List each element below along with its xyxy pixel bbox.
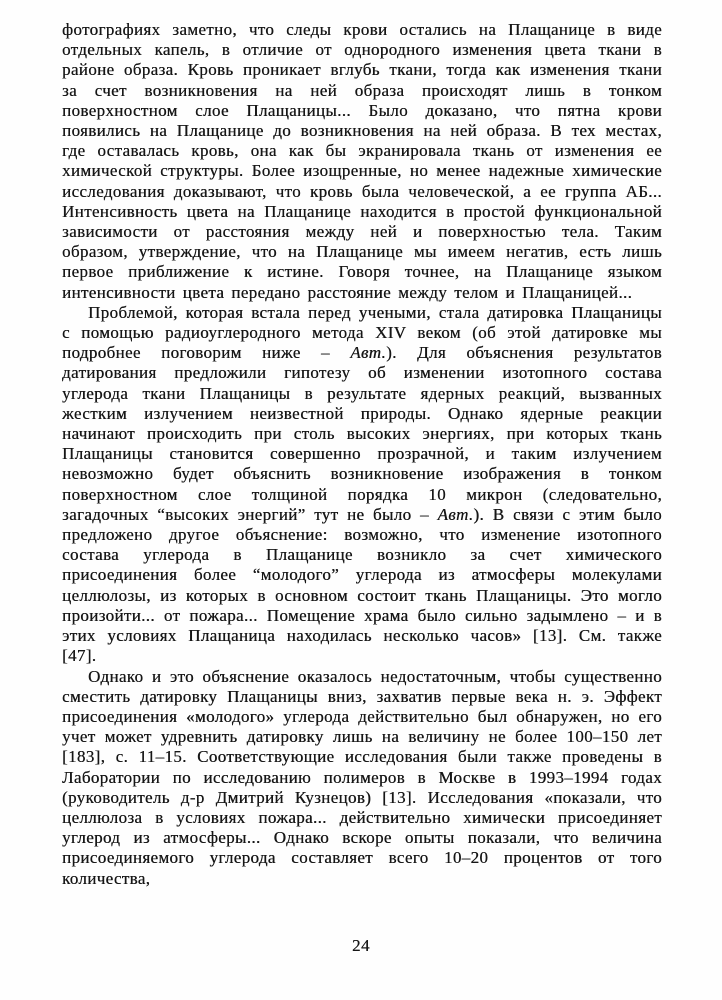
paragraph-3 — [62, 667, 662, 889]
author-note-abbreviation: Авт. — [350, 343, 387, 363]
paragraph-2-text-b: ). Для объяснения результатов датирования предложили гипотезу об изменении изотопного состава углерода ткани Плащаницы в результате ядерных реакций, вызванных жестким излучением неизвестной природы. Однако ядерные реакции начинают происходить при столь высоких энергиях, при которых ткань Плащаницы становится совершенно прозрачной, и таким излучением невозможно будет объяснить возникновение изображения в тонком поверхностном слое толщиной порядка 10 микрон (следовательно, загадочных “высоких энергий” тут не было – — [62, 343, 662, 524]
page-text — [62, 20, 662, 889]
paragraph-2 — [62, 303, 662, 667]
paragraph-1-text: фотографиях заметно, что следы крови остались на Плащанице в виде отдельных капель, в отличие от однородного изменения цвета ткани в районе образа. Кровь проникает вглубь ткани, тогда как изменения ткани за счет возникновения на ней образа происходят лишь в тонком поверхностном слое Плащаницы... Было доказано, что пятна крови появились на Плащанице до возникновения на ней образа. В тех местах, где оставалась кровь, она как бы экранировала ткань от изменения ее химической структуры. Более изощренные, но менее надежные химические исследования доказывают, что кровь была человеческой, а ее группа АБ... Интенсивность цвета на Плащанице находится в простой функциональной зависимости от расстояния между ней и поверхностью тела. Таким образом, утверждение, что на Плащанице мы имеем негатив, есть лишь первое приближение к истине. Говоря точнее, на Плащанице языком интенсивности цвета передано расстояние между телом и Плащаницей... — [62, 20, 662, 302]
paragraph-2-text-a: Проблемой, которая встала перед учеными, стала датировка Плащаницы с помощью радиоуглеродного метода XIV веком (об этой датировке мы подробнее поговорим ниже – — [62, 302, 662, 363]
author-note-abbreviation: Авт. — [437, 504, 474, 524]
page-number: 24 — [352, 936, 370, 955]
paragraph-1 — [62, 20, 662, 303]
paragraph-2-text-c: ). В связи с этим было предложено другое объяснение: возможно, что изменение изотопного состава углерода в Плащанице возникло за счет химического присоединения более “молодого” углерода из атмосферы молекулами целлюлозы, из которых в основном состоит ткань Плащаницы. Это могло произойти... от пожара... Помещение храма было сильно задымлено – и в этих условиях Плащаница находилась несколько часов» [13]. См. также [47]. — [62, 504, 662, 666]
paragraph-3-text: Однако и это объяснение оказалось недостаточным, чтобы существенно сместить датировку Плащаницы вниз, захватив первые века н. э. Эффект присоединения «молодого» углерода действительно был обнаружен, но его учет может удревнить датировку лишь на величину не более 100–150 лет [183], с. 11–15. Соответствующие исследования были также проведены в Лаборатории по исследованию полимеров в Москве в 1993–1994 годах (руководитель д-р Дмитрий Кузнецов) [13]. Исследования «показали, что целлюлоза в условиях пожара... действительно химически присоединяет углерод из атмосферы... Однако вскоре опыты показали, что величина присоединяемого углерода составляет всего 10–20 процентов от того количества, — [62, 666, 662, 888]
